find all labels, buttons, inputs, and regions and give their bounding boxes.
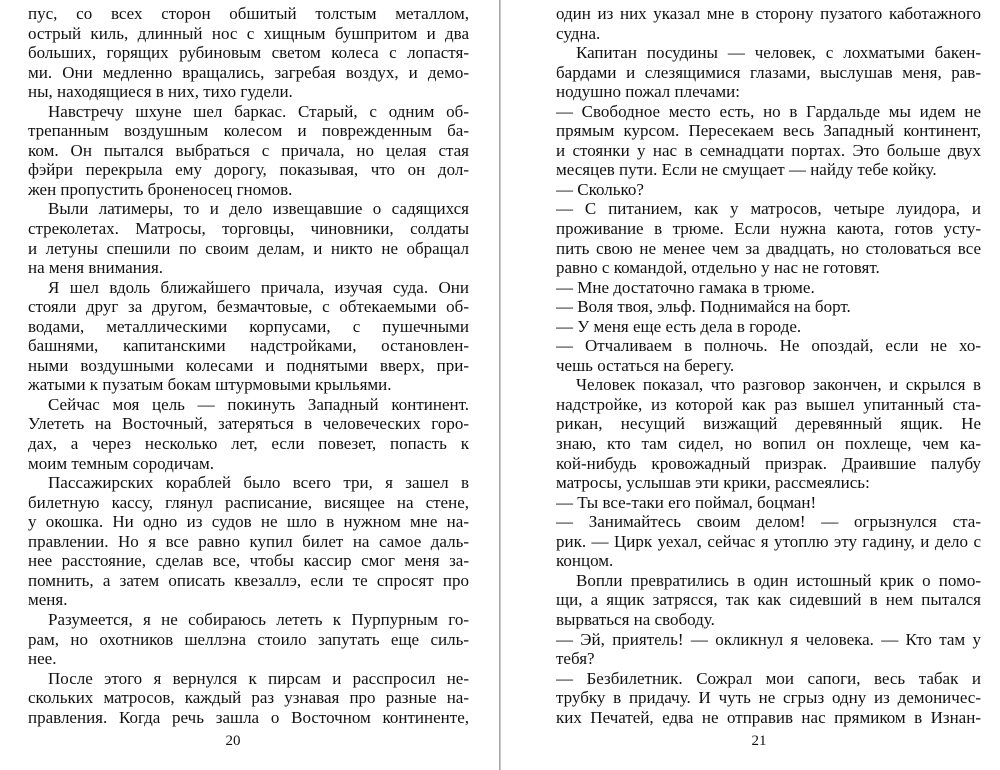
text-line: острый киль, длинный нос с хищным бушпритом и два [28,23,469,43]
text-line: тебя? [556,649,595,669]
text-line: больших, горящих рубиновым светом колеса с лопастя- [28,43,469,63]
text-line: кой-нибудь кровожадный призрак. Драившие палубу [556,453,981,473]
text-line: — Занимайтесь своим делом! — огрызнулся ста- [556,512,981,532]
text-line: Человек показал, что разговор закончен, и скрылся в [576,375,981,395]
text-line: вырваться на свободу. [556,609,715,629]
text-line: рам, но охотников шеллэна стоило запутать еще силь- [28,629,469,649]
text-line: — Воля твоя, эльф. Поднимайся на борт. [556,297,851,317]
text-line: месяцев пути. Если не смущает — найду тебе койку. [556,160,937,180]
text-line: правления. Когда речь зашла о Восточном континенте, [28,707,469,727]
text-line: Улететь на Восточный, затеряться в человеческих горо- [28,414,469,434]
text-line: Капитан посудины — человек, с лохматыми бакен- [576,43,981,63]
left-page-number: 20 [225,733,241,749]
right-page [501,0,1000,770]
text-line: чешь остаться на берегу. [556,355,735,375]
text-line: Вопли превратились в один истошный крик о помо- [576,570,981,590]
text-line: — У меня еще есть дела в городе. [556,316,802,336]
text-line: ными воздушными колесами и поднятыми вверх, при- [28,355,469,375]
text-line: ны, находящиеся в них, тихо гудели. [28,82,293,102]
text-line: башнями, капитанскими надстройками, остановлен- [28,336,469,356]
text-line: и стоянки у нас в семнадцати портах. Это больше двух [556,140,981,160]
text-line: ми. Они медленно вращались, загребая воздух, и демо- [28,62,469,82]
text-line: прямым курсом. Пересекаем весь Западный континент, [556,121,981,141]
text-line: концом. [556,551,614,571]
text-line: билетную кассу, глянул расписание, висящее на стене, [28,492,469,512]
text-line: судна. [556,23,601,43]
text-line: равно с командой, отдельно у нас не готовят. [556,258,880,278]
text-line: Пассажирских кораблей было всего три, я зашел в [48,473,469,493]
text-line: нодушно пожал плечами: [556,82,740,102]
text-line: пить свою не менее чем за двадцать, но столоваться все [556,238,981,258]
text-line: фэйри перекрыла ему дорогу, показывая, что он дол- [28,160,469,180]
text-line: стояли друг за другом, безмачтовые, с обтекаемыми об- [28,297,469,317]
text-line: Разумеется, я не собираюсь лететь к Пурпурным го- [48,609,469,629]
text-line: Я шел вдоль ближайшего причала, изучая суда. Они [48,277,469,297]
text-line: нее. [28,649,57,669]
text-line: — Сколько? [556,179,644,199]
text-line: трепанным воздушным колесом и поврежденным ба- [28,121,469,141]
text-line: стреколетах. Матросы, торговцы, чиновники, солдаты [28,219,469,239]
text-line: — Эй, приятель! — окликнул я человека. — Кто там у [556,629,981,649]
text-line: дах, а через несколько лет, если повезет, попасть к [28,434,469,454]
text-line: щи, а ящик затрясся, так как сидевший в нем пытался [556,590,981,610]
right-page-text [556,4,981,727]
text-line: — Безбилетник. Сожрал мои сапоги, весь табак и [556,668,981,688]
text-line: пус, со всех сторон обшитый толстым металлом, [28,4,469,23]
text-line: нее расстояние, сделав все, чтобы кассир смог меня за- [28,551,469,571]
text-line: жен пропустить броненосец гномов. [28,179,293,199]
text-line: Выли латимеры, то и дело извещавшие о садящихся [48,199,469,219]
text-line: меня. [28,590,68,610]
text-line: — С питанием, как у матросов, четыре луидора, и [556,199,981,219]
text-line: После этого я вернулся к пирсам и расспросил не- [48,668,469,688]
text-line: водами, металлическими корпусами, с пушечными [28,316,469,336]
text-line: ком. Он пытался выбраться с причала, но целая стая [28,140,469,160]
text-line: и летуны спешили по своим делам, и никто не обращал [28,238,469,258]
text-line: рик. — Цирк уехал, сейчас я утоплю эту гадину, и дело с [556,531,981,551]
left-page-text [28,4,469,727]
text-line: Навстречу шхуне шел баркас. Старый, с одним об- [48,101,469,121]
text-line: у окошка. Ни одно из судов не шло в нужном мне на- [28,512,469,532]
text-line: рикан, несущий визжащий деревянный ящик. Не [556,414,981,434]
text-line: надстройке, из которой как раз вышел упитанный ста- [556,394,981,414]
text-line: ких Печатей, едва не отправив нас прямиком в Изнан- [556,707,981,727]
right-page-number: 21 [751,733,767,749]
text-line: Сейчас моя цель — покинуть Западный континент. [48,394,469,414]
text-line: жатыми к пузатым бокам штурмовыми крыльями. [28,375,392,395]
text-line: — Мне достаточно гамака в трюме. [556,277,815,297]
text-line: — Отчаливаем в полночь. Не опоздай, если не хо- [556,336,981,356]
text-line: проживание в трюме. Если нужна каюта, готов усту- [556,219,981,239]
text-line: — Свободное место есть, но в Гардальде мы идем не [556,101,981,121]
text-line: бардами и слезящимися глазами, выслушав меня, рав- [556,62,981,82]
text-line: скольких матросов, каждый раз узнавая про разные на- [28,688,469,708]
text-line: матросы, услышав эти крики, рассмеялись: [556,473,870,493]
text-line: моим темным сородичам. [28,453,215,473]
text-line: помнить, а затем описать квезаллэ, если те спросят про [28,570,469,590]
text-line: знаю, кто там сидел, но вопил он похлеще, чем ка- [556,434,981,454]
text-line: трубку в придачу. И чуть не сгрыз одну из демоничес- [556,688,981,708]
text-line: — Ты все-таки его поймал, боцман! [556,492,817,512]
text-line: правлении. Но я все равно купил билет на самое даль- [28,531,469,551]
text-line: на меня внимания. [28,258,164,278]
text-line: один из них указал мне в сторону пузатого каботажного [556,4,981,23]
